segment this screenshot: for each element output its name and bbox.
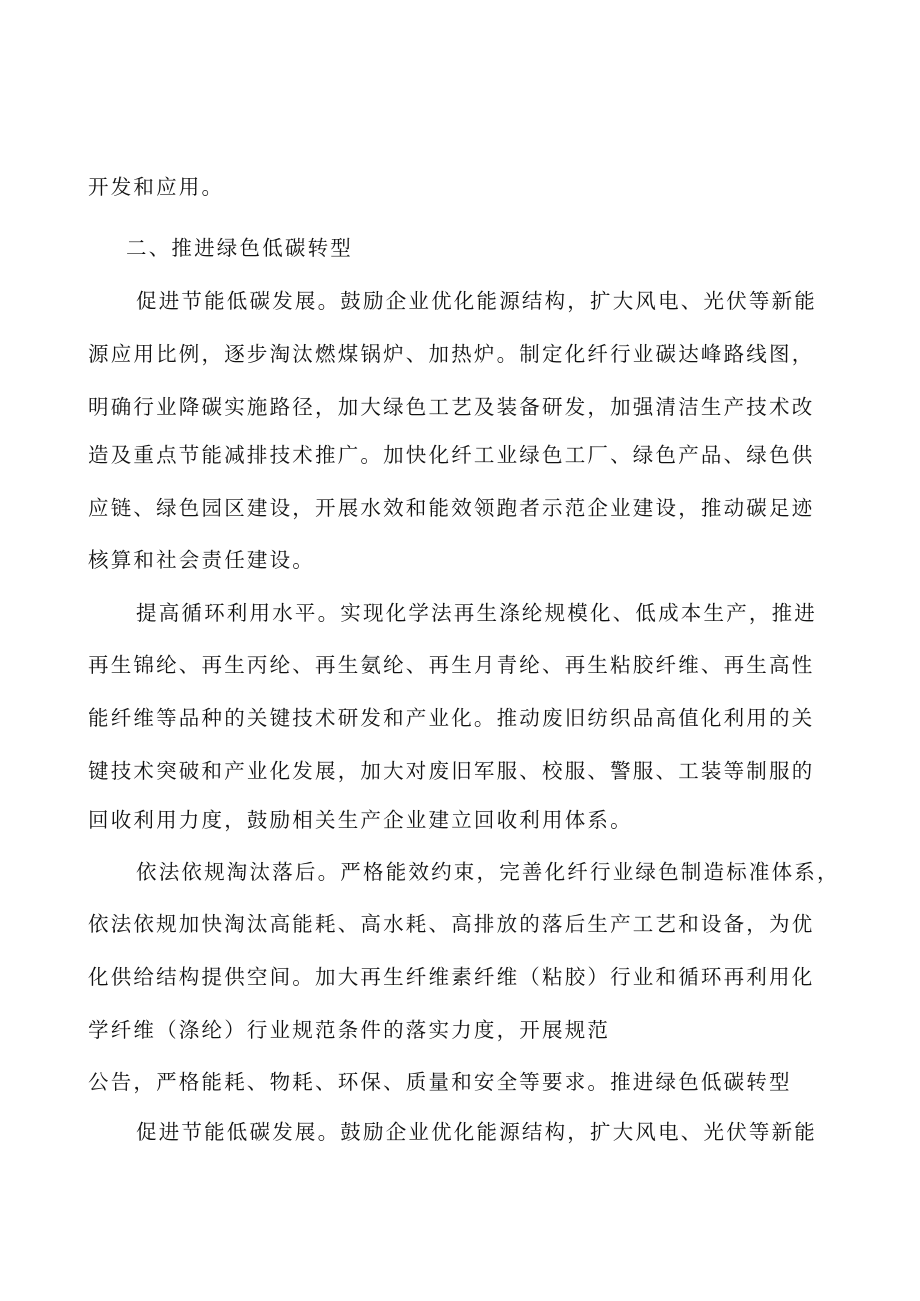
- paragraph-1-line-3: 明确行业降碳实施路径，加大绿色工艺及装备研发，加强清洁生产技术改: [88, 395, 815, 419]
- paragraph-3-line-5: 公告，严格能耗、物耗、环保、质量和安全等要求。推进绿色低碳转型: [88, 1070, 792, 1094]
- paragraph-2-line-1: 提高循环利用水平。实现化学法再生涤纶规模化、低成本生产，推进: [136, 601, 817, 625]
- paragraph-3-line-3: 化供给结构提供空间。加大再生纤维素纤维（粘胶）行业和循环再利用化: [88, 965, 815, 989]
- section-heading: 二、推进绿色低碳转型: [126, 236, 353, 260]
- paragraph-1-line-4: 造及重点节能减排技术推广。加快化纤工业绿色工厂、绿色产品、绿色供: [88, 443, 815, 467]
- paragraph-4-line-1: 促进节能低碳发展。鼓励企业优化能源结构，扩大风电、光伏等新能: [136, 1120, 817, 1144]
- paragraph-1-line-6: 核算和社会责任建设。: [88, 548, 315, 572]
- paragraph-3-line-1: 依法依规淘汰落后。严格能效约束，完善化纤行业绿色制造标准体系，: [136, 860, 840, 884]
- paragraph-1-line-1: 促进节能低碳发展。鼓励企业优化能源结构，扩大风电、光伏等新能: [136, 289, 817, 313]
- paragraph-2-line-3: 能纤维等品种的关键技术研发和产业化。推动废旧纺织品高值化利用的关: [88, 706, 815, 730]
- paragraph-3-line-2: 依法依规加快淘汰高能耗、高水耗、高排放的落后生产工艺和设备，为优: [88, 912, 815, 936]
- paragraph-1-line-5: 应链、绿色园区建设，开展水效和能效领跑者示范企业建设，推动碳足迹: [88, 496, 815, 520]
- paragraph-tail-line: 开发和应用。: [88, 175, 225, 199]
- paragraph-3-line-4: 学纤维（涤纶）行业规范条件的落实力度，开展规范: [88, 1018, 611, 1042]
- paragraph-2-line-5: 回收利用力度，鼓励相关生产企业建立回收利用体系。: [88, 808, 633, 832]
- paragraph-2-line-2: 再生锦纶、再生丙纶、再生氨纶、再生月青纶、再生粘胶纤维、再生高性: [88, 653, 815, 677]
- paragraph-1-line-2: 源应用比例，逐步淘汰燃煤锅炉、加热炉。制定化纤行业碳达峰路线图，: [88, 342, 815, 366]
- paragraph-2-line-4: 键技术突破和产业化发展，加大对废旧军服、校服、警服、工装等制服的: [88, 759, 815, 783]
